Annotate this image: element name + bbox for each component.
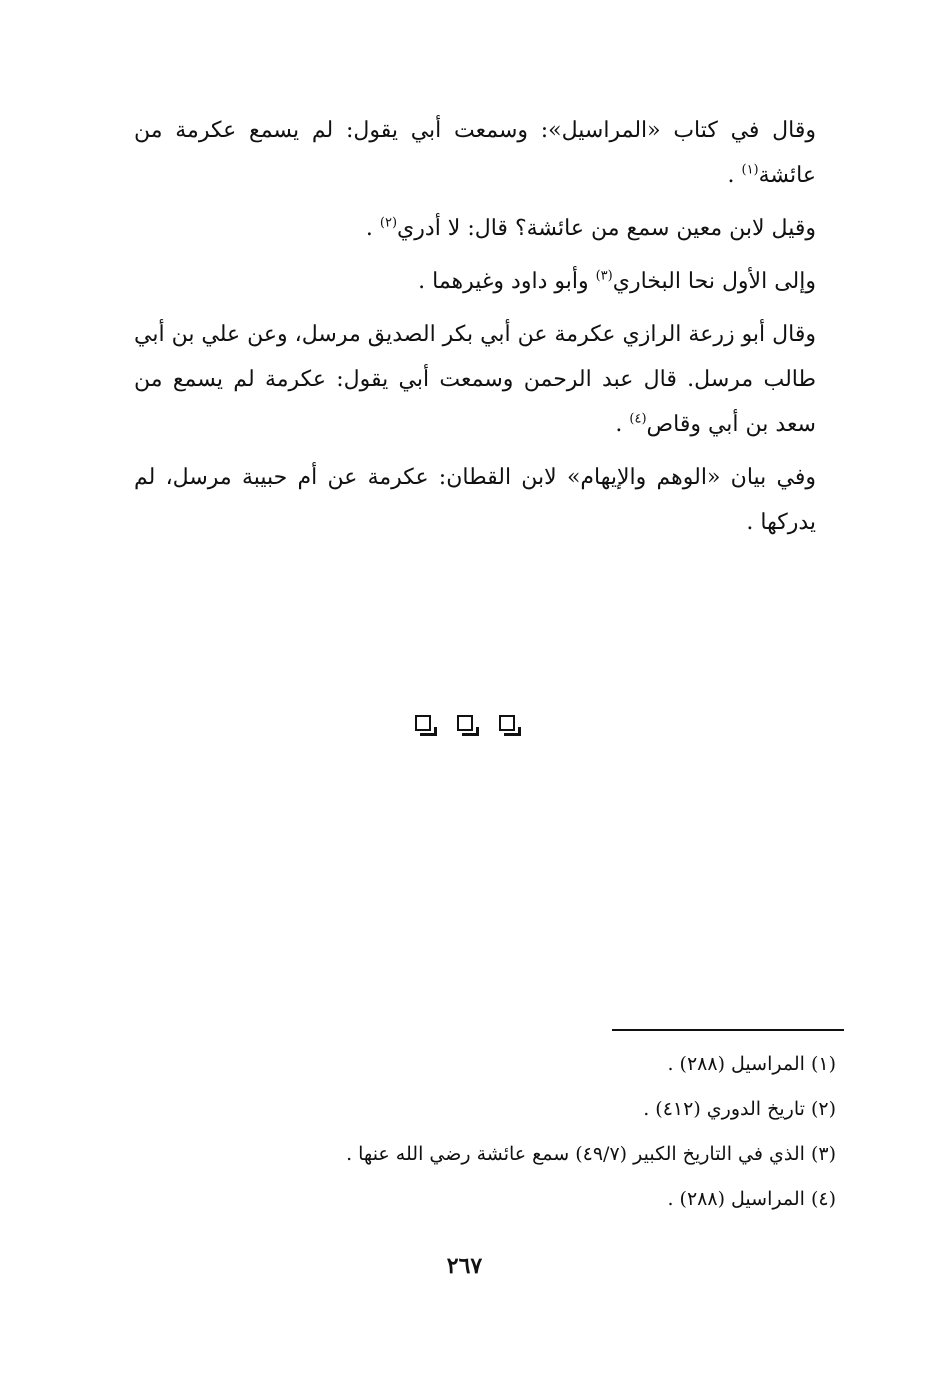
paragraph-4	[134, 312, 816, 447]
paragraph-5	[134, 455, 816, 545]
footnote-3: (٣) الذي في التاريخ الكبير (٤٩/٧) سمع عائشة رضي الله عنها .	[346, 1143, 836, 1165]
footnote-ref-1: (١)	[741, 162, 759, 178]
square-ornament-icon	[415, 715, 431, 731]
paragraph-4-text: وقال أبو زرعة الرازي عكرمة عن أبي بكر الصديق مرسل، وعن علي بن أبي طالب مرسل. قال عبد الرحمن وسمعت أبي يقول: عكرمة لم يسمع من سعد بن أبي وقاص	[134, 322, 816, 437]
square-ornament-icon	[457, 715, 473, 731]
footnote-4: (٤) المراسيل (٢٨٨) .	[667, 1188, 836, 1210]
footnote-2: (٢) تاريخ الدوري (٤١٢) .	[643, 1098, 836, 1120]
paragraph-3-text: وإلى الأول نحا البخاري	[612, 269, 816, 294]
footnote-1: (١) المراسيل (٢٨٨) .	[667, 1053, 836, 1075]
paragraph-2	[134, 206, 816, 251]
paragraph-1	[134, 108, 816, 198]
footnote-ref-4: (٤)	[629, 411, 647, 427]
footnotes	[290, 1042, 836, 1222]
paragraph-3-end: وأبو داود وغيرهما .	[418, 269, 596, 294]
paragraph-1-text: وقال في كتاب «المراسيل»: وسمعت أبي يقول: لم يسمع عكرمة من عائشة	[134, 118, 816, 188]
section-divider	[0, 715, 929, 735]
square-ornament-icon	[499, 715, 515, 731]
paragraph-2-end: .	[365, 216, 380, 241]
main-text	[134, 108, 816, 553]
footnote-ref-3: (٣)	[595, 268, 613, 284]
paragraph-5-text: وفي بيان «الوهم والإيهام» لابن القطان: عكرمة عن أم حبيبة مرسل، لم يدركها .	[134, 465, 816, 535]
page-number: ٢٦٧	[446, 1253, 483, 1279]
paragraph-2-text: وقيل لابن معين سمع من عائشة؟ قال: لا أدري	[397, 216, 816, 241]
footnote-separator	[612, 1029, 844, 1031]
paragraph-3	[134, 259, 816, 304]
footnote-ref-2: (٢)	[379, 215, 398, 231]
paragraph-4-end: .	[615, 412, 630, 437]
paragraph-1-end: .	[727, 163, 742, 188]
